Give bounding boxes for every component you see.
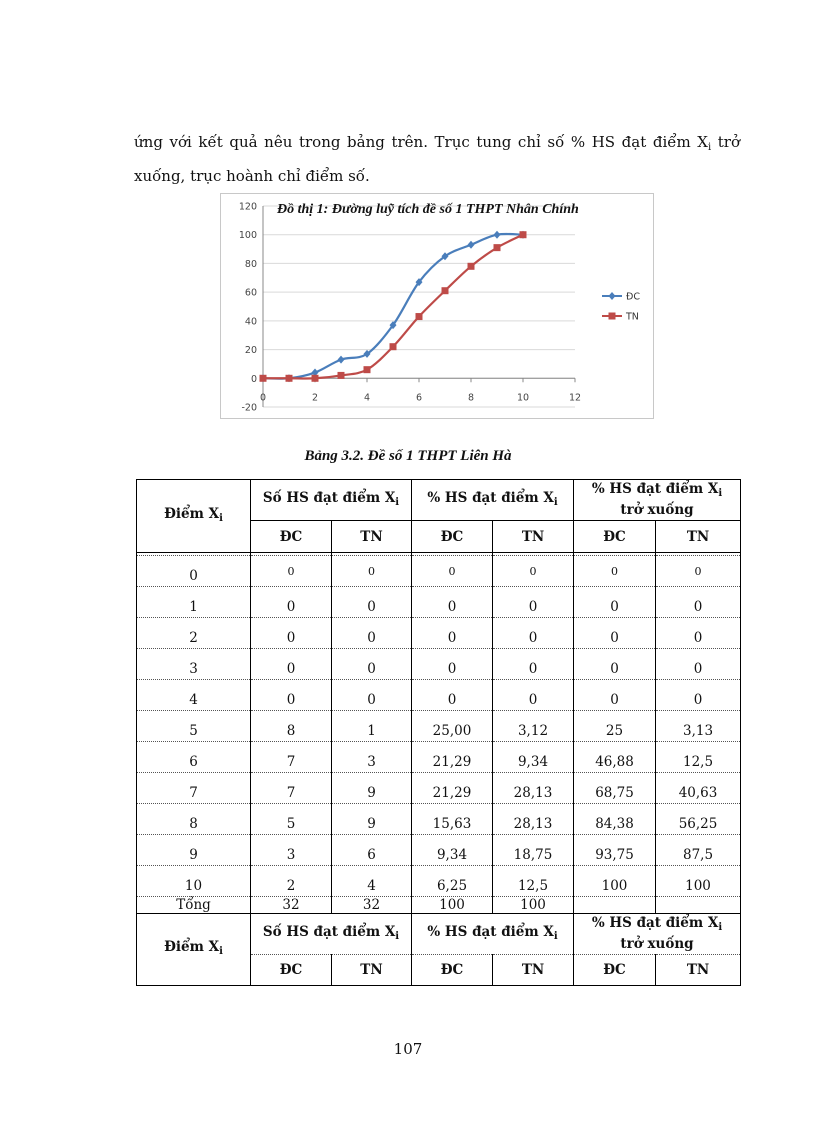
- footer-tn: TN: [493, 955, 574, 986]
- score-table: [136, 479, 741, 986]
- y-tick-label: 80: [244, 258, 257, 270]
- cell-diem: 8: [137, 804, 251, 835]
- cell-so-dc: 0: [251, 649, 332, 680]
- cell-so-dc: 8: [251, 711, 332, 742]
- x-tick-label: 12: [568, 392, 582, 404]
- cell-pct-dc: 15,63: [412, 804, 493, 835]
- cell-pct-dc: 21,29: [412, 773, 493, 804]
- cell-diem: 3: [137, 649, 251, 680]
- table-row: [137, 773, 741, 804]
- x-tick-label: 8: [467, 392, 475, 404]
- cell-cum-tn: 56,25: [656, 804, 741, 835]
- y-tick-label: 0: [250, 373, 257, 385]
- cell-cum-tn: 0: [656, 587, 741, 618]
- cell-so-tn: 0: [332, 680, 412, 711]
- data-point: [364, 366, 371, 373]
- data-point: [312, 375, 319, 382]
- cell-pct-dc: 25,00: [412, 711, 493, 742]
- cell-so-dc: 0: [251, 587, 332, 618]
- data-point: [442, 287, 449, 294]
- cell-cum-dc: 0: [574, 618, 656, 649]
- cell-pct-dc: 0: [412, 618, 493, 649]
- footer-row-1: [137, 914, 741, 955]
- cell-cum-dc: 0: [574, 556, 656, 587]
- legend-marker: [609, 313, 616, 320]
- cell-diem: 7: [137, 773, 251, 804]
- header-tn: TN: [493, 521, 574, 553]
- cell-pct-dc: 0: [412, 587, 493, 618]
- cell-pct-tn: 18,75: [493, 835, 574, 866]
- cell-cum-dc: 68,75: [574, 773, 656, 804]
- footer-dc: ĐC: [412, 955, 493, 986]
- table-row: [137, 618, 741, 649]
- cell-pct-dc: 9,34: [412, 835, 493, 866]
- cell-pct-tn: 3,12: [493, 711, 574, 742]
- cell-cum-tn: 0: [656, 556, 741, 587]
- cell-so-tn: 9: [332, 804, 412, 835]
- legend-label: ĐC: [626, 291, 640, 303]
- cell-pct-tn: 28,13: [493, 773, 574, 804]
- body-paragraph: [134, 128, 740, 191]
- cell-cum-dc: 25: [574, 711, 656, 742]
- cell-diem: 5: [137, 711, 251, 742]
- cell-pct-tn: 28,13: [493, 804, 574, 835]
- cell-so-tn: 4: [332, 866, 412, 897]
- footer-pct: % HS đạt điểm $X_i$: [412, 914, 574, 955]
- cell-so-tn: 0: [332, 587, 412, 618]
- page-number: 107: [393, 1040, 423, 1058]
- x-tick-label: 0: [259, 392, 267, 404]
- cell-pct-dc: 6,25: [412, 866, 493, 897]
- table-row: [137, 866, 741, 897]
- paragraph-line-1: [134, 128, 740, 162]
- cell-cum-tn: 100: [656, 866, 741, 897]
- cell-cum-dc: 0: [574, 680, 656, 711]
- cell-cum-tn: 12,5: [656, 742, 741, 773]
- footer-pct-cumulative: % HS đạt điểm $X_i$ trở xuống: [574, 914, 741, 955]
- footer-tn: TN: [332, 955, 412, 986]
- cell-pct-tn: 9,34: [493, 742, 574, 773]
- cumulative-chart: [220, 193, 654, 419]
- cell-so-dc: 0: [251, 680, 332, 711]
- x-tick-label: 4: [363, 392, 371, 404]
- legend-label: TN: [626, 311, 639, 323]
- table-row: [137, 835, 741, 866]
- total-cum-dc: [574, 897, 656, 914]
- paragraph-line-1-end: trở: [711, 133, 740, 151]
- cell-cum-dc: 0: [574, 649, 656, 680]
- cell-diem: 2: [137, 618, 251, 649]
- cell-so-dc: 0: [251, 556, 332, 587]
- cell-diem: 0: [137, 556, 251, 587]
- cell-cum-dc: 100: [574, 866, 656, 897]
- cell-cum-tn: 0: [656, 618, 741, 649]
- footer-so-hs: Số HS đạt điểm $X_i$: [251, 914, 412, 955]
- header-pct: % HS đạt điểm $X_i$: [412, 480, 574, 521]
- total-label: Tổng: [137, 897, 251, 914]
- data-point: [390, 343, 397, 350]
- cell-cum-tn: 0: [656, 649, 741, 680]
- table-row: [137, 649, 741, 680]
- cell-so-tn: 3: [332, 742, 412, 773]
- cell-pct-tn: 0: [493, 618, 574, 649]
- total-row: [137, 897, 741, 914]
- cell-so-dc: 7: [251, 742, 332, 773]
- cell-cum-dc: 0: [574, 587, 656, 618]
- x-tick-label: 10: [516, 392, 530, 404]
- cell-pct-dc: 0: [412, 556, 493, 587]
- cell-cum-dc: 93,75: [574, 835, 656, 866]
- y-tick-label: 40: [244, 316, 257, 328]
- total-so-dc: 32: [251, 897, 332, 914]
- table-body: [137, 553, 741, 897]
- cell-diem: 4: [137, 680, 251, 711]
- table-row: [137, 680, 741, 711]
- cell-so-tn: 0: [332, 618, 412, 649]
- cell-cum-tn: 87,5: [656, 835, 741, 866]
- table-row: [137, 804, 741, 835]
- data-point: [338, 372, 345, 379]
- header-diem: Điểm $X_i$: [137, 480, 251, 553]
- cell-pct-dc: 0: [412, 649, 493, 680]
- total-pct-tn: 100: [493, 897, 574, 914]
- cell-cum-dc: 46,88: [574, 742, 656, 773]
- data-point: [494, 244, 501, 251]
- chart-title: Đồ thị 1: Đường luỹ tích đề số 1 THPT Nhân Chính: [277, 202, 579, 217]
- cell-pct-tn: 0: [493, 680, 574, 711]
- y-tick-label: 120: [238, 201, 257, 213]
- table-row: [137, 711, 741, 742]
- cell-so-tn: 1: [332, 711, 412, 742]
- header-so-hs: Số HS đạt điểm $X_i$: [251, 480, 412, 521]
- legend-marker: [609, 292, 616, 300]
- x-tick-label: 6: [415, 392, 423, 404]
- chart-svg: [221, 194, 655, 420]
- cell-cum-dc: 84,38: [574, 804, 656, 835]
- total-cum-tn: [656, 897, 741, 914]
- total-so-tn: 32: [332, 897, 412, 914]
- header-row-1: [137, 480, 741, 521]
- subscript-i: i: [707, 142, 712, 153]
- cell-so-tn: 9: [332, 773, 412, 804]
- table-caption: Bảng 3.2. Đề số 1 THPT Liên Hà: [304, 448, 512, 464]
- data-point: [416, 313, 423, 320]
- header-pct-cumulative: % HS đạt điểm $X_i$ trở xuống: [574, 480, 741, 521]
- table-row: [137, 556, 741, 587]
- table-row: [137, 587, 741, 618]
- cell-cum-tn: 3,13: [656, 711, 741, 742]
- cell-so-tn: 0: [332, 556, 412, 587]
- footer-dc: ĐC: [574, 955, 656, 986]
- footer-dc: ĐC: [251, 955, 332, 986]
- header-dc: ĐC: [412, 521, 493, 553]
- header-dc: ĐC: [574, 521, 656, 553]
- cell-pct-dc: 21,29: [412, 742, 493, 773]
- cell-so-dc: 3: [251, 835, 332, 866]
- cell-cum-tn: 40,63: [656, 773, 741, 804]
- cell-so-tn: 0: [332, 649, 412, 680]
- cell-so-dc: 7: [251, 773, 332, 804]
- data-point: [338, 356, 345, 364]
- y-tick-label: -20: [241, 402, 257, 414]
- footer-diem: Điểm $X_i$: [137, 914, 251, 986]
- data-point: [494, 231, 501, 239]
- data-point: [286, 375, 293, 382]
- header-tn: TN: [332, 521, 412, 553]
- cell-diem: 1: [137, 587, 251, 618]
- y-tick-label: 100: [238, 230, 257, 242]
- cell-pct-tn: 0: [493, 556, 574, 587]
- cell-cum-tn: 0: [656, 680, 741, 711]
- data-point: [468, 241, 475, 249]
- footer-tn: TN: [656, 955, 741, 986]
- y-tick-label: 20: [244, 345, 257, 357]
- header-dc: ĐC: [251, 521, 332, 553]
- header-tn: TN: [656, 521, 741, 553]
- cell-pct-tn: 12,5: [493, 866, 574, 897]
- cell-pct-tn: 0: [493, 649, 574, 680]
- cell-so-tn: 6: [332, 835, 412, 866]
- cell-so-dc: 2: [251, 866, 332, 897]
- cell-diem: 10: [137, 866, 251, 897]
- data-point: [260, 375, 267, 382]
- cell-pct-tn: 0: [493, 587, 574, 618]
- y-tick-label: 60: [244, 287, 257, 299]
- total-pct-dc: 100: [412, 897, 493, 914]
- series-line-1: [263, 235, 523, 379]
- cell-diem: 9: [137, 835, 251, 866]
- cell-pct-dc: 0: [412, 680, 493, 711]
- cell-diem: 6: [137, 742, 251, 773]
- data-point: [468, 263, 475, 270]
- table-row: [137, 742, 741, 773]
- x-tick-label: 2: [311, 392, 319, 404]
- data-point: [520, 231, 527, 238]
- paragraph-line-2: xuống, trục hoành chỉ điểm số.: [134, 167, 370, 185]
- cell-so-dc: 0: [251, 618, 332, 649]
- cell-so-dc: 5: [251, 804, 332, 835]
- paragraph-line-1-text: ứng với kết quả nêu trong bảng trên. Trục tung chỉ số % HS đạt điểm X: [134, 133, 708, 151]
